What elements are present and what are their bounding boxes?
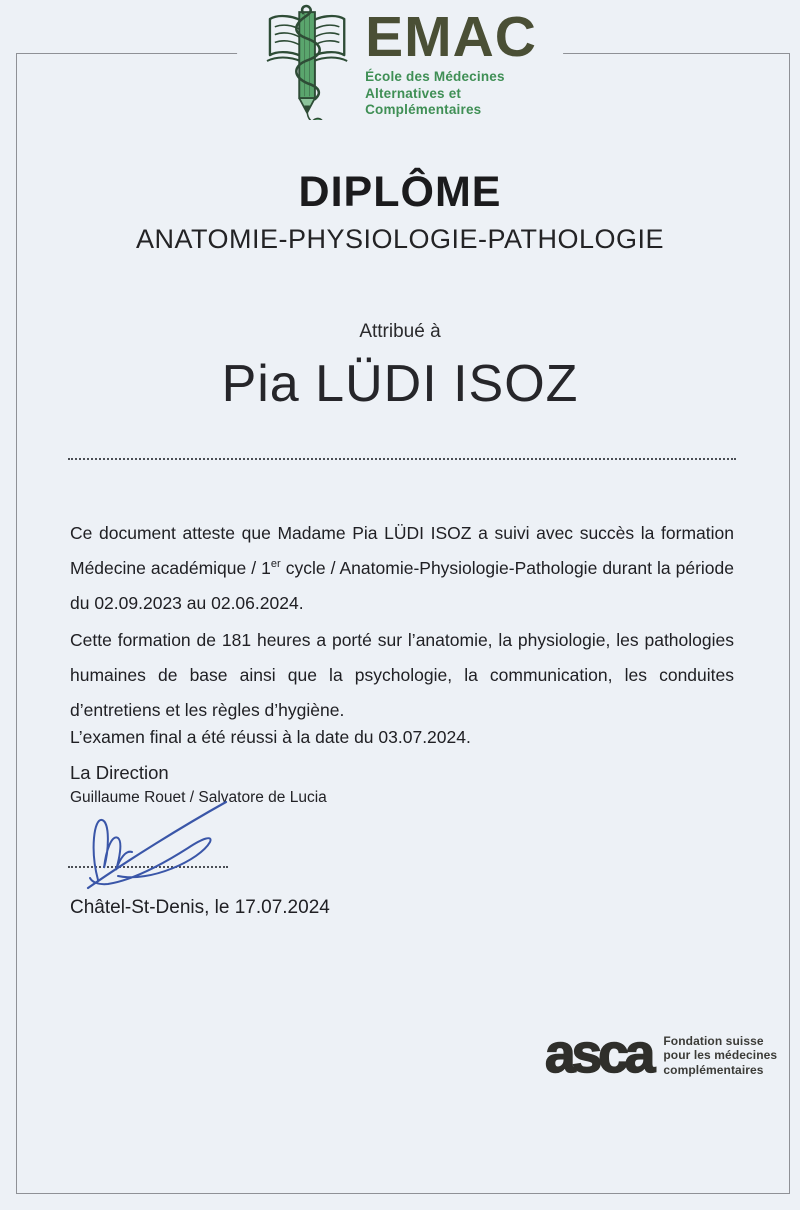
diploma-title: DIPLÔME xyxy=(298,168,502,216)
attributed-label: Attribué à xyxy=(359,321,441,342)
recipient-name: Pia LÜDI ISOZ xyxy=(221,355,579,413)
place-and-date: Châtel-St-Denis, le 17.07.2024 xyxy=(70,897,330,918)
emac-wordmark: EMAC xyxy=(365,5,537,69)
direction-label: La Direction xyxy=(70,762,169,783)
handwritten-signature xyxy=(68,788,248,893)
asca-tagline-line: Fondation suisse xyxy=(663,1034,764,1049)
ordinal-superscript: er xyxy=(270,557,281,570)
directors-names: Guillaume Rouet / Salvatore de Lucia xyxy=(70,789,327,806)
emac-logo xyxy=(237,4,563,124)
asca-tagline-line: complémentaires xyxy=(663,1062,764,1077)
emac-logo-text xyxy=(365,4,537,119)
asca-logo xyxy=(545,1022,778,1084)
paragraph-formation-text: cycle / Anatomie-Physiologie-Pathologie durant la période du 02.09.2023 au 02.06.2024. xyxy=(70,557,734,613)
dotted-separator xyxy=(68,450,736,460)
asca-wordmark: asca xyxy=(545,1022,652,1084)
diploma-subtitle: ANATOMIE-PHYSIOLOGIE-PATHOLOGIE xyxy=(135,224,665,254)
emac-subtitle-line: École des Médecines xyxy=(365,69,505,85)
paragraph-exam: L’examen final a été réussi à la date du 03.07.2024. xyxy=(70,726,471,747)
asca-tagline xyxy=(663,1030,777,1076)
emac-subtitle xyxy=(365,69,537,118)
emac-subtitle-line: Alternatives et xyxy=(365,85,462,101)
emac-subtitle-line: Complémentaires xyxy=(365,102,482,118)
paragraph-formation xyxy=(70,516,734,621)
asca-tagline-line: pour les médecines xyxy=(663,1048,778,1063)
paragraph-formation-text: Ce document atteste que Madame Pia LÜDI ISOZ a suivi avec succès la formation Médecine académique / 1 xyxy=(70,522,734,578)
paragraph-content: Cette formation de 181 heures a porté sur l’anatomie, la physiologie, les pathologies humaines de base ainsi que la psychologie, la communication, les conduites d’entretiens et les règles d’hygiène. xyxy=(70,629,734,720)
emac-pencil-book-icon xyxy=(263,4,351,120)
